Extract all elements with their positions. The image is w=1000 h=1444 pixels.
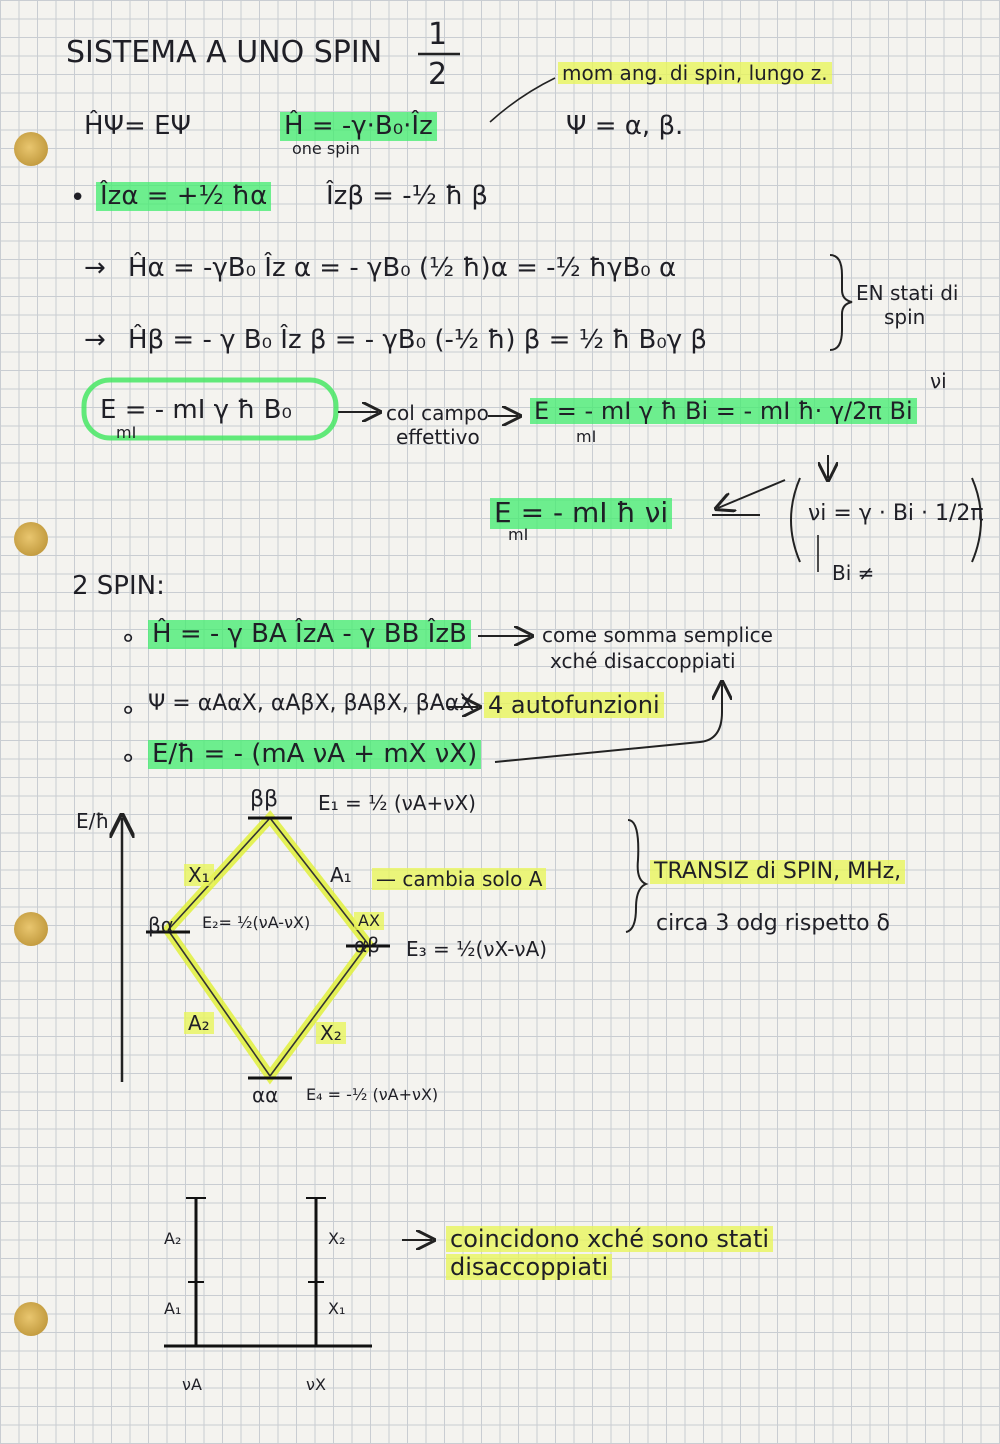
- h-beta-eq: Ĥβ = - γ B₀ Îz β = - γB₀ (-½ ħ) β = ½ ħ B₀γ β: [128, 325, 707, 355]
- transitions-note-2: circa 3 odg rispetto δ: [656, 911, 890, 936]
- hamiltonian-sub: one spin: [292, 139, 360, 158]
- two-spin-hamiltonian: Ĥ = - γ BA ÎzA - γ BB ÎzB: [148, 620, 471, 649]
- energy-mi-effective: E = - mI γ ħ Bi = - mI ħ· γ/2π Bi: [530, 398, 917, 424]
- nu-i-label: νi: [930, 369, 947, 393]
- two-spin-title: 2 SPIN:: [72, 571, 165, 601]
- energy-final: E = - mI ħ νi: [490, 498, 672, 529]
- energy-states-label-1: EN stati di: [856, 281, 959, 305]
- schrodinger-eq: ĤΨ= EΨ: [84, 111, 191, 141]
- bullet: •: [70, 183, 86, 213]
- arrow-bullet: →: [84, 325, 106, 355]
- energy-final-sub: mI: [508, 525, 529, 544]
- bi-not-equal: Bi ≠: [832, 561, 875, 585]
- campo-label-1: col campo: [386, 401, 489, 425]
- transition-label-x1: X₁: [184, 864, 214, 886]
- bullet: ∘: [120, 695, 137, 725]
- energy-e1: E₁ = ½ (νA+νX): [318, 791, 476, 815]
- arrow-bullet: →: [84, 253, 106, 283]
- transition-a2: [168, 930, 270, 1076]
- energy-e4: E₄ = -½ (νA+νX): [306, 1085, 439, 1104]
- two-spin-psi-note: 4 autofunzioni: [484, 692, 664, 718]
- transitions-note-1: TRANSIZ di SPIN, MHz,: [650, 860, 905, 884]
- level-ab: αβ: [354, 933, 380, 957]
- iz-beta: Îzβ = -½ ħ β: [326, 181, 488, 211]
- spectrum-a2: A₂: [164, 1229, 182, 1248]
- h-alpha-eq: Ĥα = -γB₀ Îz α = - γB₀ (½ ħ)α = -½ ħγB₀ α: [128, 253, 677, 283]
- page-title: SISTEMA A UNO SPIN: [66, 35, 383, 70]
- energy-states-label-2: spin: [884, 305, 926, 329]
- energy-e2: E₂= ½(νA-νX): [202, 913, 311, 932]
- spin-angmom-note: mom ang. di spin, lungo z.: [558, 62, 832, 84]
- hamiltonian-one-spin: Ĥ = -γ·B₀·Îz: [280, 112, 437, 141]
- fraction-denominator: 2: [428, 57, 448, 92]
- spectrum-a1: A₁: [164, 1299, 182, 1318]
- level-aa: αα: [252, 1083, 279, 1107]
- spectrum-note-2: disaccoppiati: [446, 1254, 612, 1280]
- campo-label-2: effettivo: [396, 425, 480, 449]
- two-spin-ham-note-2: xché disaccoppiati: [550, 649, 736, 673]
- spectrum-x2: X₂: [328, 1229, 346, 1248]
- level-bb: ββ: [250, 787, 279, 812]
- bullet: ∘: [120, 743, 137, 773]
- transition-label-a1: A₁: [330, 863, 352, 887]
- energy-mi-sub: mI: [116, 423, 137, 442]
- transition-a1-note: — cambia solo A: [372, 868, 546, 890]
- note-arrow: [490, 78, 555, 122]
- transition-label-x2: X₂: [316, 1022, 346, 1044]
- nu-definition: νi = γ · Bi · 1/2π: [808, 501, 984, 526]
- spectrum-x1: X₁: [328, 1299, 346, 1318]
- spectrum-note-1: coincidono xché sono stati: [446, 1226, 773, 1252]
- spectrum-nu-x: νX: [306, 1375, 326, 1394]
- two-spin-ham-note-1: come somma semplice: [542, 623, 773, 647]
- energy-mi-effective-sub: mI: [576, 427, 597, 446]
- two-spin-psi: Ψ = αAαX, αAβX, βAβX, βAαX: [148, 691, 475, 716]
- two-spin-energy: E/ħ = - (mA νA + mX νX): [148, 740, 481, 769]
- bullet: ∘: [120, 623, 137, 653]
- transition-label-a2: A₂: [184, 1012, 214, 1034]
- transition-label-ax: AX: [354, 912, 384, 930]
- wavefunction: Ψ = α, β.: [566, 111, 684, 141]
- level-ba: βα: [148, 913, 174, 937]
- iz-alpha: Îzα = +½ ħα: [96, 182, 271, 211]
- states-brace: [830, 255, 852, 350]
- fraction-numerator: 1: [428, 17, 448, 52]
- energy-e3: E₃ = ½(νX-νA): [406, 937, 548, 961]
- energy-mi: E = - mI γ ħ B₀: [100, 395, 292, 425]
- transition-x2: [270, 944, 368, 1076]
- y-axis-label: E/ħ: [76, 809, 110, 833]
- spectrum-nu-a: νA: [182, 1375, 202, 1394]
